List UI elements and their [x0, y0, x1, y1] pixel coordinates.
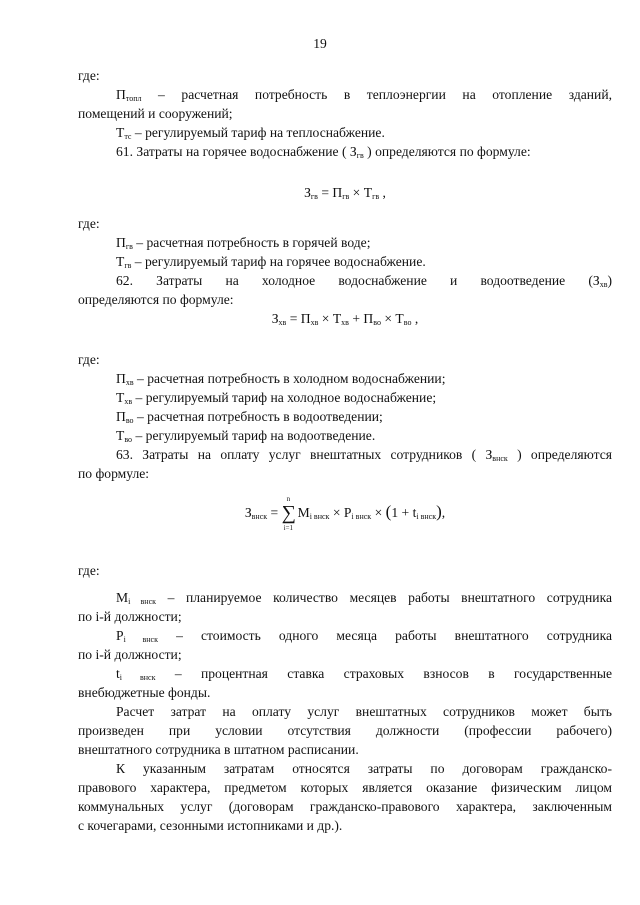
- spacer: [78, 202, 612, 214]
- symbol-subscript: во: [124, 435, 133, 444]
- symbol-subscript: хв: [125, 378, 134, 387]
- symbol-subscript: во: [125, 416, 134, 425]
- formula-part: M: [297, 505, 310, 520]
- symbol: Т: [116, 254, 125, 269]
- paragraph-61: [78, 142, 612, 161]
- symbol-subscript: хв: [599, 280, 608, 289]
- paragraph-text: 62. Затраты на холодное водоснабжение и водоотведение (З: [116, 273, 600, 288]
- paragraph-text: ): [607, 273, 612, 288]
- paragraph-63-continuation: по формуле:: [78, 466, 150, 481]
- symbol-subscript: гв: [124, 261, 132, 270]
- symbol: Т: [116, 428, 125, 443]
- closing-line: внештатного сотрудника в штатном расписании.: [78, 741, 359, 757]
- formula-part: =: [267, 505, 282, 520]
- formula-hot-water: [78, 183, 612, 202]
- formula-subscript: внск: [251, 512, 268, 521]
- closing-line: правового характера, предметом которых является оказание физическим лицом: [78, 779, 612, 795]
- formula-subscript: хв: [278, 318, 287, 327]
- definition-line: [78, 123, 612, 142]
- where-label: где:: [78, 68, 100, 83]
- spacer: [78, 328, 612, 350]
- formula-part: = П: [317, 185, 343, 200]
- sum-lower-limit: i=1: [283, 523, 294, 532]
- definition-line: [78, 664, 612, 683]
- formula-subscript: хв: [341, 318, 349, 327]
- document-body: [78, 66, 612, 835]
- definition-text: – регулируемый тариф на горячее водоснабжение.: [131, 254, 426, 269]
- definition-text: – стоимость одного месяца работы внештатного сотрудника: [158, 627, 613, 643]
- spacer: [78, 580, 612, 588]
- paragraph-text: 63. Затраты на оплату услуг внештатных сотрудников ( З: [116, 447, 493, 462]
- formula-part: ,: [379, 185, 386, 200]
- definition-text: – планируемое количество месяцев работы внештатного сотрудника: [156, 589, 612, 605]
- symbol-subscript: хв: [124, 397, 133, 406]
- symbol-subscript: i внск: [123, 634, 158, 644]
- closing-line: коммунальных услуг (договорам гражданско-правового характера, заключенным: [78, 798, 612, 814]
- formula-part: ,: [441, 505, 446, 520]
- symbol-subscript: i внск: [119, 672, 156, 682]
- paragraph-62-continuation: определяются по формуле:: [78, 292, 234, 307]
- definition-text: – расчетная потребность в водоотведении;: [133, 409, 383, 424]
- formula-subscript: гв: [372, 192, 380, 201]
- symbol-subscript: гв: [125, 242, 133, 251]
- symbol: П: [116, 235, 126, 250]
- formula-part: З: [304, 185, 311, 200]
- symbol: Т: [116, 390, 125, 405]
- definition-text: – расчетная потребность в горячей воде;: [132, 235, 371, 250]
- formula-subscript: во: [373, 318, 381, 327]
- symbol: t: [116, 665, 120, 681]
- definition-text: – регулируемый тариф на холодное водоснабжение;: [132, 390, 437, 405]
- formula-cold-water: [78, 309, 612, 328]
- sum-upper-limit: n: [286, 494, 291, 503]
- spacer: [78, 483, 612, 495]
- formula-part: ×: [371, 505, 386, 520]
- definition-continuation: помещений и сооружений;: [78, 106, 233, 121]
- where-label: где:: [78, 562, 100, 578]
- formula-part: З: [271, 311, 279, 326]
- formula-subscript: i внск: [416, 512, 437, 521]
- definition-line: [78, 252, 612, 271]
- definition-line: [78, 369, 612, 388]
- symbol: П: [116, 371, 126, 386]
- paragraph-text: ) определяются: [507, 447, 612, 462]
- definition-continuation: по i-й должности;: [78, 646, 182, 662]
- paragraph-62: [78, 271, 612, 290]
- symbol-subscript: тс: [124, 132, 132, 141]
- formula-part: × Т: [349, 185, 373, 200]
- definition-text: – регулируемый тариф на теплоснабжение.: [131, 125, 385, 140]
- formula-subscript: i внск: [309, 512, 330, 521]
- symbol: M: [116, 589, 129, 605]
- definition-line: [78, 85, 612, 104]
- symbol-subscript: топл: [125, 94, 142, 103]
- definition-text: – процентная ставка страховых взносов в государственные: [155, 665, 612, 681]
- definition-text: – расчетная потребность в холодном водоснабжении;: [133, 371, 446, 386]
- where-label: где:: [78, 352, 100, 367]
- closing-line: с кочегарами, сезонными истопниками и др.).: [78, 817, 343, 833]
- symbol-subscript: i внск: [128, 596, 157, 606]
- definition-line: [78, 588, 612, 607]
- paragraph-text: 61. Затраты на горячее водоснабжение ( З: [116, 144, 357, 159]
- formula-subscript: гв: [310, 192, 318, 201]
- definition-line: [78, 388, 612, 407]
- formula-subscript: i внск: [351, 512, 372, 521]
- formula-part: = П: [286, 311, 311, 326]
- definition-text: – расчетная потребность в теплоэнергии на отопление зданий,: [141, 87, 612, 102]
- formula-part: × P: [329, 505, 352, 520]
- formula-subscript: во: [403, 318, 412, 327]
- sigma-icon: ∑: [281, 501, 296, 524]
- symbol: П: [116, 87, 126, 102]
- definition-continuation: внебюджетные фонды.: [78, 684, 211, 700]
- symbol-subscript: гв: [356, 151, 364, 160]
- spacer: [78, 531, 612, 561]
- formula-subscript: гв: [342, 192, 350, 201]
- definition-continuation: по i-й должности;: [78, 608, 182, 624]
- paragraph-text: ) определяются по формуле:: [363, 144, 531, 159]
- where-label: где:: [78, 216, 100, 231]
- page-number: 19: [313, 36, 327, 51]
- closing-line: Расчет затрат на оплату услуг внештатных сотрудников может быть: [116, 703, 612, 719]
- formula-contractors: [78, 495, 612, 531]
- formula-part: + П: [348, 311, 374, 326]
- symbol: P: [116, 627, 124, 643]
- formula-part: 1 + t: [391, 505, 417, 520]
- symbol-subscript: внск: [492, 454, 508, 463]
- definition-text: – регулируемый тариф на водоотведение.: [132, 428, 376, 443]
- definition-line: [78, 233, 612, 252]
- definition-line: [78, 407, 612, 426]
- spacer: [78, 161, 612, 183]
- closing-line: произведен при условии отсутствия должности (профессии рабочего): [78, 722, 612, 738]
- formula-part: З: [244, 505, 252, 520]
- formula-paren: ): [436, 502, 442, 521]
- symbol: Т: [116, 125, 125, 140]
- symbol: П: [116, 409, 126, 424]
- closing-line: К указанным затратам относятся затраты по договорам гражданско-: [116, 760, 612, 776]
- formula-part: × Т: [380, 311, 404, 326]
- summation-sign: [281, 494, 298, 532]
- formula-part: × Т: [318, 311, 342, 326]
- formula-paren: (: [385, 502, 392, 521]
- formula-subscript: хв: [310, 318, 319, 327]
- definition-line: [78, 426, 612, 445]
- formula-part: ,: [411, 311, 419, 326]
- definition-line: [78, 626, 612, 645]
- paragraph-63: [78, 445, 612, 464]
